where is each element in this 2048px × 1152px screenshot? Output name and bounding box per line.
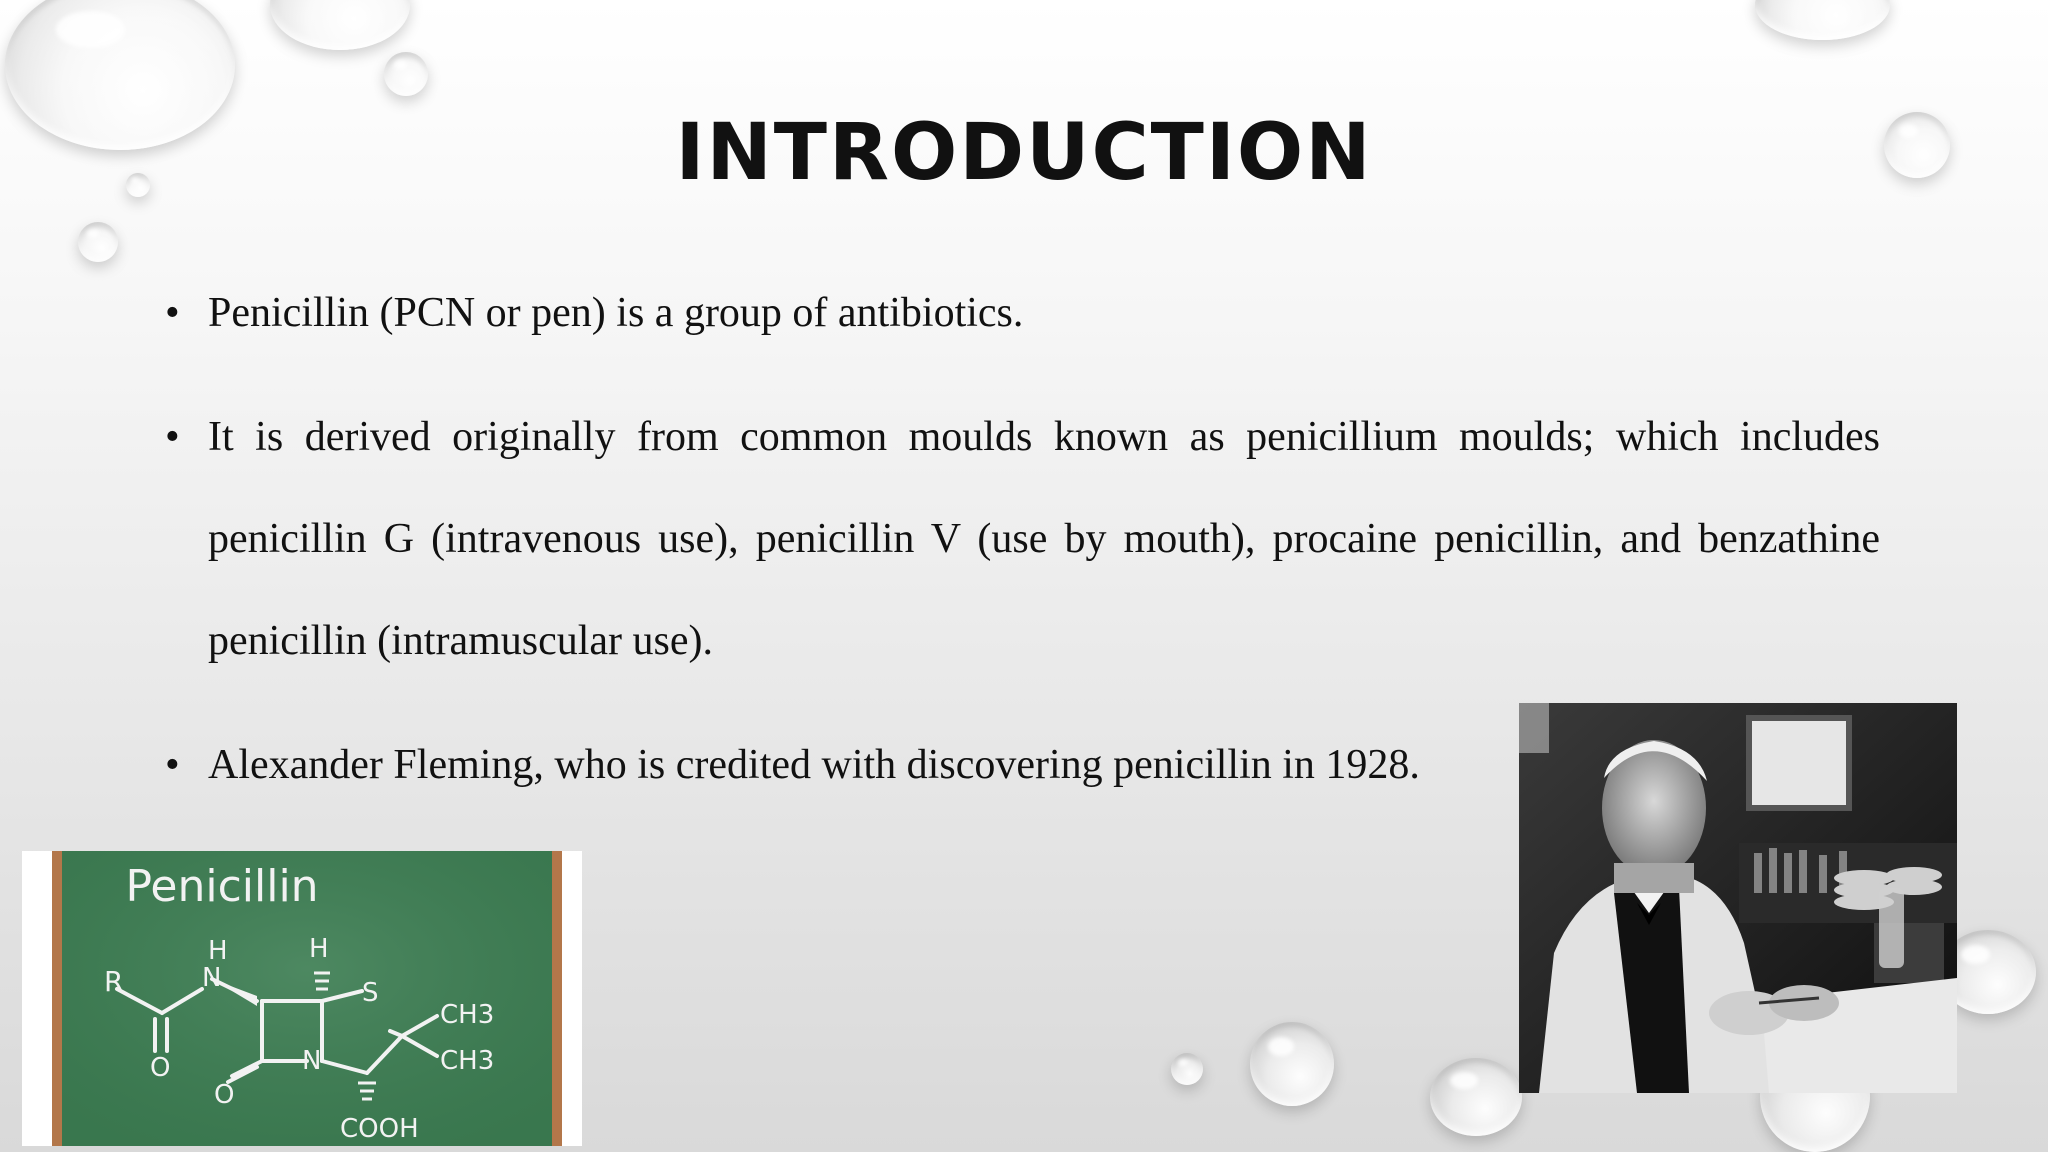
atom-label: R [104,965,124,998]
bullet-text: Penicillin (PCN or pen) is a group of antibiotics. [208,290,1024,336]
board-heading: Penicillin [125,861,319,912]
water-drop-decoration [1430,1058,1522,1136]
alexander-fleming-photo [1519,703,1957,1093]
slide-title: INTRODUCTION [675,108,1373,198]
atom-label: N [202,963,222,993]
bullet-item [165,714,1480,816]
bullet-text: It is derived originally from common moulds known as penicillium moulds; which includes penicillin G (intravenous use), penicillin V (use by mouth), procaine penicillin, and benzathine penicillin (intramuscular use). [208,414,1880,664]
bullet-symbol: • [165,742,180,788]
water-drop-decoration [1250,1022,1334,1106]
fleming-photo-drawing [1519,703,1957,1093]
bullet-item [165,262,1880,364]
penicillin-chalkboard-drawing [22,851,582,1146]
bullet-text: Alexander Fleming, who is credited with discovering penicillin in 1928. [208,742,1420,788]
atom-label: O [150,1053,171,1083]
atom-label: O [214,1080,235,1110]
penicillin-structure-image [22,851,582,1146]
bullet-item [165,386,1880,692]
atom-label: COOH [340,1114,419,1144]
water-drop-decoration [1755,0,1890,40]
bullet-symbol: • [165,414,180,460]
atom-label: H [309,934,329,964]
atom-label: S [362,978,379,1008]
atom-label: H [208,936,228,966]
atom-label: N [302,1046,322,1076]
water-drop-decoration [270,0,410,50]
water-drop-decoration [1171,1053,1203,1085]
water-drop-decoration [384,52,428,96]
water-drop-decoration [78,222,118,262]
atom-label: CH3 [440,1000,495,1030]
atom-label: CH3 [440,1046,495,1076]
bullet-symbol: • [165,290,180,336]
